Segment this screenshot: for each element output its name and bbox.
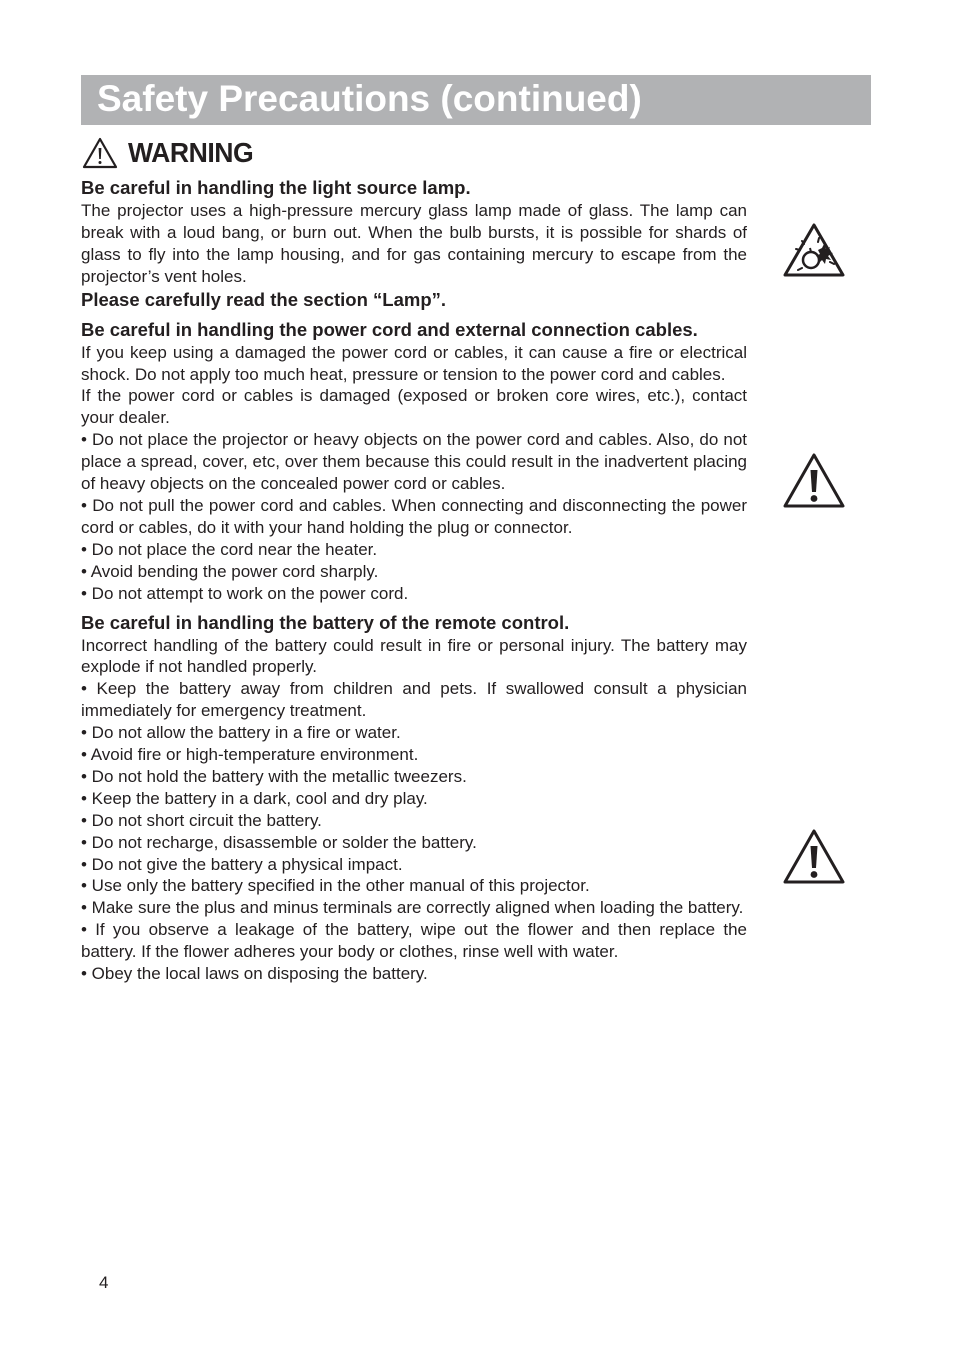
list-item: • Avoid bending the power cord sharply. (81, 561, 379, 581)
list-item: • Do not recharge, disassemble or solder the battery. (81, 832, 477, 852)
paragraph: If the power cord or cables is damaged (exposed or broken core wires, etc.), contact your dealer. (81, 386, 747, 428)
list-item: • Keep the battery away from children and pets. If swallowed consult a physician immediately for emergency treatment. (81, 679, 747, 721)
list-item: • Do not hold the battery with the metallic tweezers. (81, 766, 467, 786)
list-item: • Avoid fire or high-temperature environment. (81, 745, 419, 765)
caution-exclamation-icon (782, 828, 846, 885)
list-item: • Keep the battery in a dark, cool and dry play. (81, 788, 428, 808)
section-power-cord (81, 318, 747, 605)
warning-triangle-icon (82, 137, 118, 169)
paragraph: Incorrect handling of the battery could result in fire or personal injury. The battery may explode if not handled properly. (81, 635, 747, 677)
paragraph: The projector uses a high-pressure mercury glass lamp made of glass. The lamp can break with a loud bang, or burn out. When the bulb bursts, it is possible for shards of glass to fly into the lamp housing, and for gas containing mercury to escape from the projector’s vent holes. (81, 201, 747, 286)
list-item: • Do not place the cord near the heater. (81, 539, 378, 559)
warning-content (81, 176, 747, 985)
caution-exclamation-icon (782, 452, 846, 509)
explosion-hazard-icon (782, 222, 846, 278)
list-item: • Do not short circuit the battery. (81, 810, 322, 830)
section-lamp (81, 176, 747, 312)
list-item: • Obey the local laws on disposing the battery. (81, 964, 428, 984)
page-number: 4 (99, 1273, 109, 1292)
title-bar (81, 75, 871, 125)
section-heading: Be careful in handling the power cord and external connection cables. (81, 318, 698, 340)
list-item: • Do not attempt to work on the power cord. (81, 583, 409, 603)
warning-label: WARNING (128, 137, 254, 168)
list-item: • Do not pull the power cord and cables. When connecting and disconnecting the power cord or cables, do it with your hand holding the plug or connector. (81, 495, 747, 537)
warning-header (82, 136, 260, 170)
list-item: • If you observe a leakage of the battery, wipe out the flower and then replace the battery. If the flower adheres your body or clothes, rinse well with water. (81, 920, 747, 962)
paragraph: If you keep using a damaged the power cord or cables, it can cause a fire or electrical shock. Do not apply too much heat, pressure or tension to the power cord and cables. (81, 342, 747, 384)
section-heading: Be careful in handling the light source lamp. (81, 177, 471, 198)
list-item: • Make sure the plus and minus terminals are correctly aligned when loading the battery. (81, 898, 744, 918)
list-item: • Do not allow the battery in a fire or water. (81, 723, 401, 743)
section-heading: Be careful in handling the battery of the remote control. (81, 611, 570, 633)
section-note: Please carefully read the section “Lamp”. (81, 288, 447, 310)
section-battery (81, 611, 747, 986)
page-title: Safety Precautions (continued) (97, 78, 642, 119)
list-item: • Do not give the battery a physical impact. (81, 854, 403, 874)
list-item: • Use only the battery specified in the other manual of this projector. (81, 876, 590, 896)
list-item: • Do not place the projector or heavy objects on the power cord and cables. Also, do not place a spread, cover, etc, over them because this could result in the inadvertent placing of heavy objects on the concealed power cord or cables. (81, 430, 747, 494)
